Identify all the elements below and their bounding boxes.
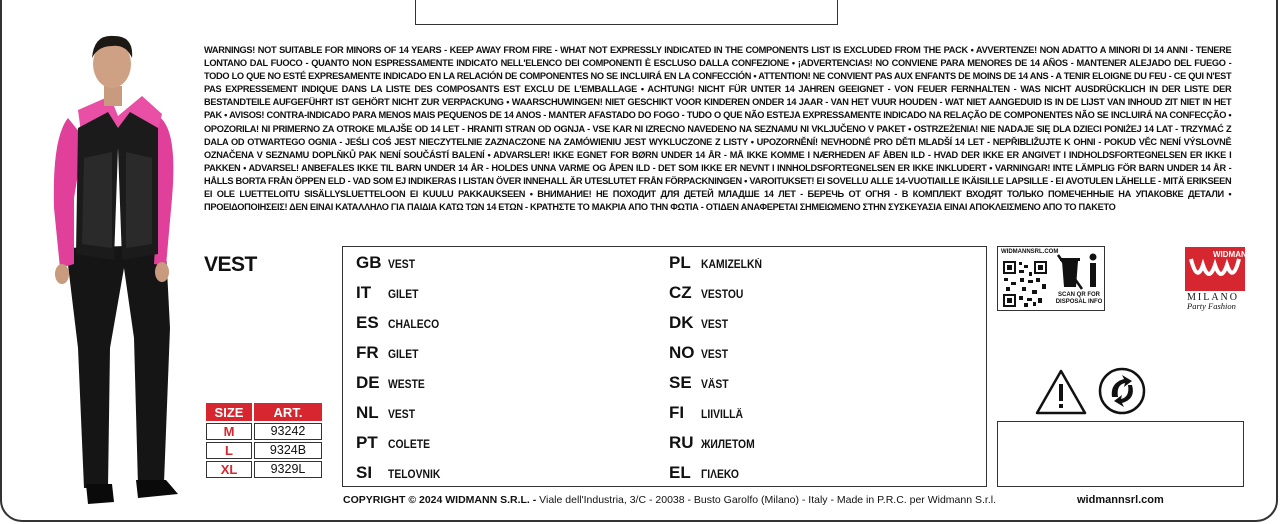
- language-code: FI: [669, 403, 685, 422]
- language-code: PL: [669, 253, 691, 272]
- translation-word: VESTOU: [701, 289, 744, 301]
- art-value: 93242: [254, 423, 322, 440]
- qr-disposal-block: [997, 246, 1105, 311]
- size-header: SIZE: [206, 403, 252, 421]
- translation-item: [669, 313, 731, 333]
- translation-word: ΓΙΛΕΚΟ: [701, 469, 739, 481]
- trash-bin-icon: [1056, 251, 1102, 291]
- model-photo: [38, 28, 198, 508]
- language-code: DE: [356, 373, 380, 392]
- translation-word: VEST: [388, 259, 416, 271]
- table-row: [206, 442, 322, 459]
- size-value: XL: [206, 461, 252, 478]
- translation-word: VEST: [701, 319, 729, 331]
- top-flap: [415, 0, 838, 25]
- translation-item: [356, 403, 418, 423]
- blank-label-box: [997, 421, 1244, 487]
- translation-word: CHALECO: [388, 319, 440, 331]
- recycle-icon: [1098, 367, 1146, 415]
- svg-text:WIDMANN: WIDMANN: [1213, 250, 1253, 259]
- translation-item: [356, 343, 422, 363]
- translation-item: [356, 283, 422, 303]
- copyright-address: Viale dell'Industria, 3/C - 20038 - Busto Garolfo (Milano) - Italy - Made in P.R.C. per Widmann S.r.l.: [536, 494, 996, 506]
- table-row: [206, 423, 322, 440]
- translation-item: [669, 373, 732, 393]
- translation-item: [669, 343, 731, 363]
- language-code: PT: [356, 433, 378, 452]
- language-code: FR: [356, 343, 379, 362]
- translation-item: [356, 313, 445, 333]
- translation-item: [669, 463, 743, 483]
- translation-word: VEST: [388, 409, 416, 421]
- logo-tagline: Party Fashion: [1187, 301, 1236, 311]
- language-code: IT: [356, 283, 372, 302]
- translation-item: [356, 373, 429, 393]
- language-code: SE: [669, 373, 692, 392]
- size-value: M: [206, 423, 252, 440]
- translation-item: [356, 253, 418, 273]
- translation-word: VÄST: [701, 379, 729, 391]
- language-code: GB: [356, 253, 382, 272]
- language-code: RU: [669, 433, 694, 452]
- translation-word: GILET: [388, 289, 419, 301]
- table-row: [206, 461, 322, 478]
- translation-item: [356, 463, 446, 483]
- translation-word: GILET: [388, 349, 419, 361]
- language-code: EL: [669, 463, 691, 482]
- translations-box: [342, 246, 987, 487]
- translation-word: LIIVILLÄ: [701, 409, 743, 421]
- translation-item: [669, 283, 748, 303]
- art-value: 9329L: [254, 461, 322, 478]
- website-link: widmannsrl.com: [1077, 494, 1164, 506]
- size-value: L: [206, 442, 252, 459]
- language-code: NL: [356, 403, 379, 422]
- language-code: SI: [356, 463, 373, 482]
- language-code: ES: [356, 313, 379, 332]
- scan-qr-text: SCAN QR FOR DISPOSAL INFO: [1055, 292, 1103, 305]
- translation-word: VEST: [701, 349, 729, 361]
- translation-item: [669, 253, 769, 273]
- art-value: 9324B: [254, 442, 322, 459]
- translation-word: TELOVNIK: [388, 469, 441, 481]
- translation-word: WESTE: [388, 379, 425, 391]
- art-header: ART.: [254, 403, 322, 421]
- qr-label: WIDMANNSRL.COM: [1001, 249, 1059, 255]
- language-code: DK: [669, 313, 694, 332]
- warning-triangle-icon: [1034, 368, 1088, 416]
- translation-item: [669, 433, 761, 453]
- translation-item: [669, 403, 748, 423]
- warnings-text: WARNINGS! NOT SUITABLE FOR MINORS OF 14 YEARS - KEEP AWAY FROM FIRE - WHAT NOT EXPRESSLY INDICATED IN THE COMPONENTS LIST IS EXCLUDED FROM THE PACK • AVVERTENZE! NON ADATTO A MINORI DI 14 ANNI - TENERE LONTANO DAL FUOCO - QUANTO NON ESPRESSAMENTE INDICATO NELL'ELENCO DEI COMPONENTI È ESCLUSO DALLA CONFEZIONE • ¡ADVERTENCIAS! NO CONVIENE PARA MENORES DE 14 AÑOS - MANTENER ALEJADO DEL FUEGO - TODO LO QUE NO ESTÉ EXPRESAMENTE INDICADO EN LA RELACIÓN DE COMPONENTES NO SE INCLUIRÁ EN LA CONFECCIÓN • ATTENTION! NE CONVIENT PAS AUX ENFANTS DE MOINS DE 14 ANS - A TENIR ELOIGNE DU FEU - CE QUI N'EST PAS EXPRESSEMENT INDIQUE DANS LA LISTE DES COMPOSANTS EST EXCLU DE L'EMBALLAGE • ACHTUNG! NICHT FÜR UNTER 14 JAHREN GEEIGNET - VON FEUER FERNHALTEN - WAS NICHT AUSDRÜCKLICH IN DER LISTE DER BESTANDTEILE AUFGEFÜHRT IST GEHÖRT NICHT ZUR VERPACKUNG • WAARSCHUWINGEN! NIET GESCHIKT VOOR KINDEREN ONDER 14 JAAR - VAN HET VUUR HOUDEN - WAT NIET AANGEDUID IS IN DE LIJST VAN INHOUD ZIT NIET IN HET PAK • AVISOS! CONTRA-INDICADO PARA MENOS MAIS PEQUENOS DE 14 ANOS - MANTER AFASTADO DO FOGO - TUDO O QUE NÃO ESTEJA EXPRESSAMENTE INDICADO NA RELAÇÃO DE COMPONENTES NÃO SE INCLUIRÁ NA CONFECÇÃO • OPOZORILA! NI PRIMERNO ZA OTROKE MLAJŠE OD 14 LET - HRANITI STRAN OD OGNJA - VSE KAR NI IZRECNO NAVEDENO NA SEZNAMU NI VKLJUČENO V PAKET • OSTRZEŻENIA! NIE NADAJE SIĘ DLA DZIECI PONIŻEJ 14 LAT - TRZYMAĆ Z DALA OD OTWARTEGO OGNIA - JEŚLI COŚ JEST NIECZYTELNIE ZAZNACZONE NA ZAMÓWIENIU JEST WYKLUCZONE Z LISTY • UPOZORNĚNÍ! NEVHODNÉ PRO DĚTI MLADŠÍ 14 LET - NEPŘIBLIŽUJTE K OHNI - POKUD VĚC NENÍ VÝSLOVNĚ OZNAČENA V SEZNAMU DOPLŇKŮ PAK NENÍ SOUČÁSTÍ BALENÍ • ADVARSLER! IKKE EGNET FOR BØRN UNDER 14 ÅR - MÅ IKKE KOMME I NÆRHEDEN AF ÅBEN ILD - HVAD DER IKKE ER ANGIVET I INDHOLDSFORTEGNELSEN ER IKKE I PAKKEN • ADVARSEL! ANBEFALES IKKE TIL BARN UNDER 14 ÅR - HOLDES UNNA VARME OG ÅPEN ILD - DET SOM IKKE ER NEVNT I INNHOLDSFORTEGNELSEN ER IKKE INKLUDERT • VARNINGAR! INTE LÄMPLIG FÖR BARN UNDER 14 ÅR - HÅLLS BORTA FRÅN ÖPPEN ELD - VAD SOM EJ INDIKERAS I LISTAN ÖVER INNEHALL ÄR UTESLUTET FRÅN FÖRPACKNINGEN • VAROITUKSET! EI SOVELLU ALLE 14-VUOTIAILLE IKÄISILLE LAPSILLE - EI AVOTULEN LÄHELLE - MITÄ ERIKSEEN EI OLE LUETTELOITU SISÄLLYSLUETTELOON EI KUULU PAKKAUKSEEN • ВНИМАНИЕ! НЕ ПОХОДИТ ДЛЯ ДЕТЕЙ МЛАДШЕ 14 ЛЕТ - БЕРЕЧЬ ОТ ОГНЯ - В КОМПЛЕКТ ВХОДЯТ ТОЛЬКО ПОМЕЧЕННЫЕ НА УПАКОВКЕ ДЕТАЛИ • ΠΡΟΕΙΔΟΠΟΙΗΣΕΙΣ! ΔΕΝ ΕΙΝΑΙ ΚΑΤΑΛΛΗΛΟ ΓΙΑ ΠΑΙΔΙΑ ΚΑΤΩ ΤΩΝ 14 ΕΤΩΝ - ΚΡΑΤΗΣΤΕ ΤΟ ΜΑΚΡΙΑ ΑΠΟ ΤΗΝ ΦΩΤΙΑ - ΟΤΙΔΕΝ ΑΝΑΦΕΡΕΤΑΙ ΣΗΜΕΙΩΜΕΝΟ ΣΤΗΝ ΣΥΣΚΕΥΑΣΙΑ ΕΙΝΑΙ ΑΠΟΚΛΕΙΣΜΕΝΟ ΑΠΟ ΤΟ ΠΑΚΕΤΟ: [204, 44, 1232, 213]
- translation-item: [356, 433, 435, 453]
- translation-word: KAMIZELKŃ: [701, 259, 762, 271]
- translation-word: COLETE: [388, 439, 430, 451]
- logo-city: MILANO: [1187, 292, 1239, 303]
- translation-word: ЖИЛЕТОМ: [701, 439, 755, 451]
- language-code: CZ: [669, 283, 692, 302]
- qr-code-icon: [1002, 260, 1048, 308]
- copyright-bold: COPYRIGHT © 2024 WIDMANN S.R.L. -: [343, 494, 537, 506]
- product-title: VEST: [204, 253, 257, 276]
- size-table: [204, 401, 324, 480]
- copyright-line: [343, 494, 996, 506]
- language-code: NO: [669, 343, 695, 362]
